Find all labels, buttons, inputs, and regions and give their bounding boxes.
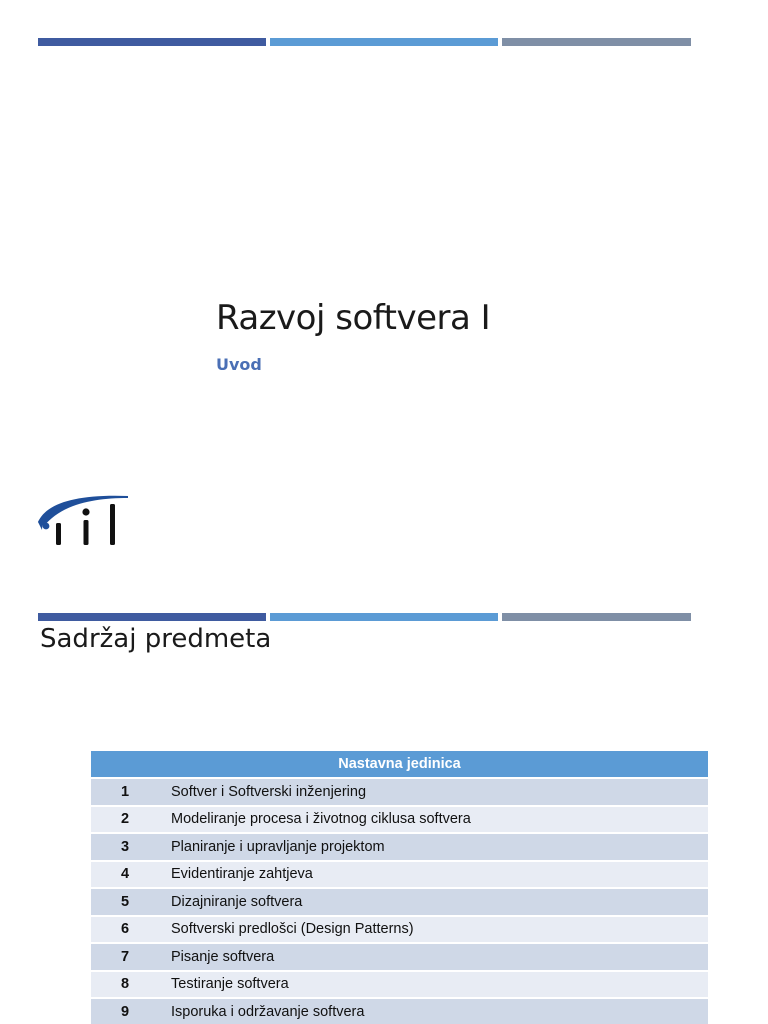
table-row: [91, 944, 708, 970]
table-header: Nastavna jedinica: [91, 751, 708, 777]
unit-name: Modeliranje procesa i životnog ciklusa softvera: [159, 807, 708, 833]
unit-name: Testiranje softvera: [159, 972, 708, 998]
unit-name: Pisanje softvera: [159, 944, 708, 970]
table-row: [91, 807, 708, 833]
table-row: [91, 999, 708, 1024]
course-units-table: [91, 749, 708, 1024]
unit-number: 8: [91, 972, 159, 998]
table-row: [91, 834, 708, 860]
table-row: [91, 889, 708, 915]
section-bar-light: [270, 613, 498, 621]
unit-number: 4: [91, 862, 159, 888]
unit-number: 1: [91, 779, 159, 805]
unit-number: 3: [91, 834, 159, 860]
unit-name: Softverski predlošci (Design Patterns): [159, 917, 708, 943]
unit-name: Evidentiranje zahtjeva: [159, 862, 708, 888]
table-row: [91, 972, 708, 998]
table-header-row: [91, 751, 708, 777]
slide-subtitle: Uvod: [216, 355, 262, 374]
unit-number: 7: [91, 944, 159, 970]
unit-number: 6: [91, 917, 159, 943]
unit-number: 2: [91, 807, 159, 833]
section-bar-dark: [38, 613, 266, 621]
table-row: [91, 779, 708, 805]
unit-number: 9: [91, 999, 159, 1024]
unit-name: Isporuka i održavanje softvera: [159, 999, 708, 1024]
table-row: [91, 862, 708, 888]
section-bar-gray: [502, 613, 691, 621]
unit-name: Planiranje i upravljanje projektom: [159, 834, 708, 860]
header-bar-light: [270, 38, 498, 46]
slide-title: Razvoj softvera I: [216, 298, 491, 338]
unit-name: Softver i Softverski inženjering: [159, 779, 708, 805]
unit-number: 5: [91, 889, 159, 915]
section-title: Sadržaj predmeta: [40, 624, 272, 654]
unit-name: Dizajniranje softvera: [159, 889, 708, 915]
fit-logo-icon: [34, 490, 130, 550]
header-bar-dark: [38, 38, 266, 46]
table-row: [91, 917, 708, 943]
header-bar-gray: [502, 38, 691, 46]
